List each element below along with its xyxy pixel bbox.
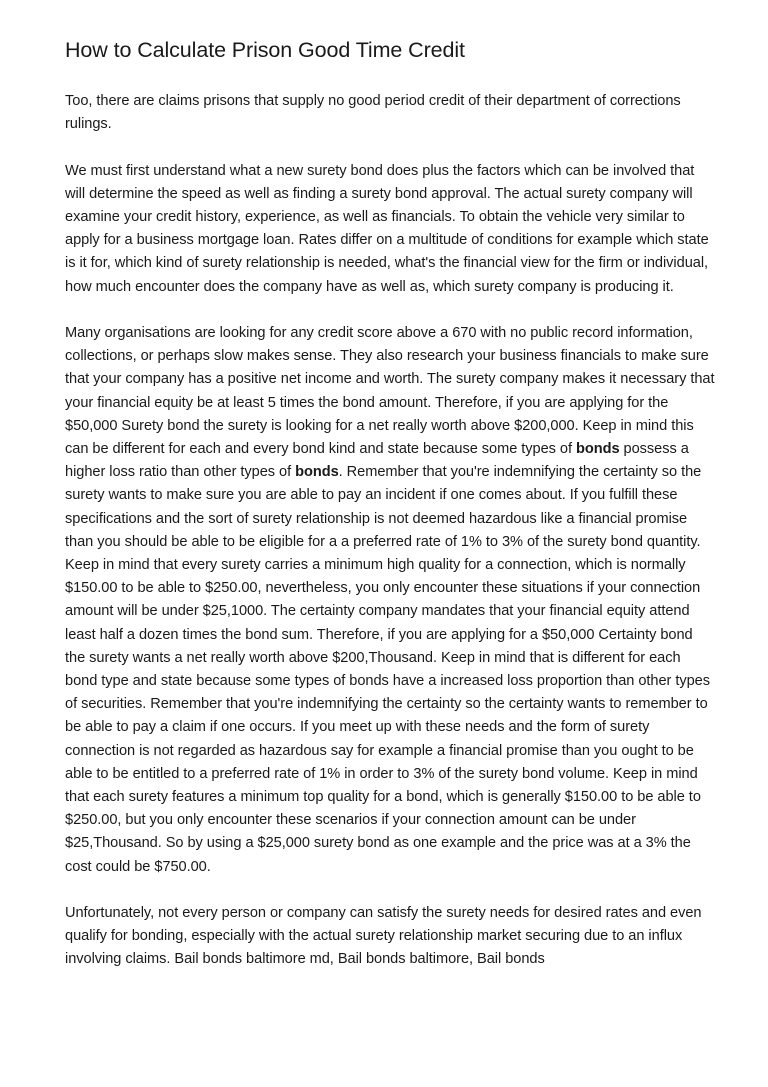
page-title: How to Calculate Prison Good Time Credit <box>65 38 465 62</box>
paragraph-text-segment: Many organisations are looking for any credit score above a 670 with no public record information, collections, or perhaps slow makes sense. They also research your business financials to make sure that your company has a positive net income and worth. The surety company makes it necessary that your financial equity be at least 5 times the bond amount. Therefore, if you are applying for the $50,000 Surety bond the surety is looking for a net really worth above $200,000. Keep in mind this can be different for each and every bond kind and state because some types of <box>65 325 715 458</box>
bold-keyword-bonds: bonds <box>295 464 339 481</box>
paragraph-intro: Too, there are claims prisons that supply no good period credit of their department of corrections rulings. <box>65 93 681 133</box>
bold-keyword-bonds: bonds <box>576 441 620 458</box>
document-page <box>65 36 715 995</box>
paragraph-surety-bond-overview: We must first understand what a new surety bond does plus the factors which can be involved that will determine the speed as well as finding a surety bond approval. The actual surety company will examine your credit history, experience, as well as financials. To obtain the vehicle very similar to apply for a business mortgage loan. Rates differ on a multitude of conditions for example which state is it for, which kind of surety relationship is needed, what's the financial view for the firm or individual, how much encounter does the company have as well as, which surety company is producing it. <box>65 162 709 295</box>
paragraph-text-segment: possess a higher loss ratio than other types of <box>65 441 689 481</box>
paragraph-bonding-market: Unfortunately, not every person or company can satisfy the surety needs for desired rates and even qualify for bonding, especially with the actual surety relationship market securing due to an influx involving claims. Bail bonds baltimore md, Bail bonds baltimore, Bail bonds <box>65 905 702 968</box>
paragraph-text-segment: . Remember that you're indemnifying the certainty so the surety wants to make sure you are able to pay an incident if one comes about. If you fulfill these specifications and the sort of surety relationship is not deemed hazardous like a financial promise than you should be able to be eligible for a a preferred rate of 1% to 3% of the surety bond quantity. Keep in mind that every surety carries a minimum high quality for a connection, which is normally $150.00 to be able to $250.00, nevertheless, you only encounter these situations if your connection amount will be under $25,1000. The certainty company mandates that your financial equity attend least half a dozen times the bond sum. Therefore, if you are applying for a $50,000 Certainty bond the surety wants a net really worth above $200,Thousand. Keep in mind that is different for each bond type and state because some types of bonds have a increased loss proportion than other types of securities. Remember that you're indemnifying the certainty so the certainty wants to remember to be able to pay a claim if one occurs. If you meet up with these needs and the form of surety connection is not regarded as hazardous say for example a financial promise than you ought to be able to be entitled to a preferred rate of 1% in order to 3% of the surety bond volume. Keep in mind that each surety features a minimum top quality for a bond, which is generally $150.00 to be able to $250.00, but you only encounter these scenarios if your connection amount can be under $25,Thousand. So by using a $25,000 surety bond as one example and the price was at a 3% the cost could be $750.00. <box>65 464 710 875</box>
paragraph-credit-requirements <box>65 322 715 879</box>
